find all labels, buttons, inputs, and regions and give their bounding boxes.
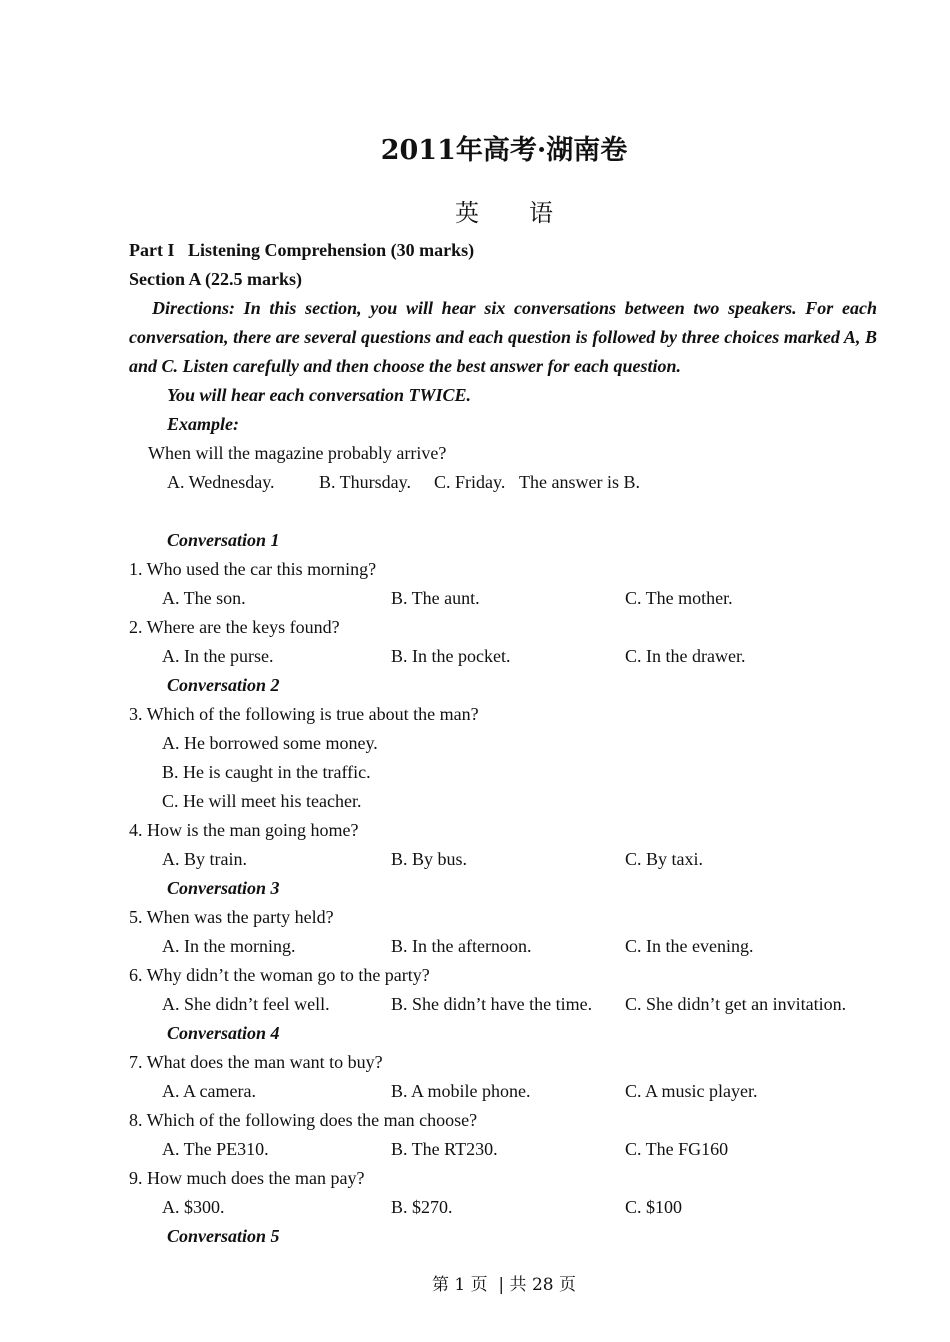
question-9: 9. How much does the man pay? (129, 1168, 365, 1188)
option-a: A. The PE310. (162, 1139, 269, 1159)
conversation-label: Conversation 3 (167, 878, 280, 898)
example-label: Example: (167, 414, 239, 434)
conversation-label: Conversation 2 (167, 675, 280, 695)
example-answer: The answer is B. (519, 472, 640, 492)
section-heading: Section A (22.5 marks) (129, 269, 302, 289)
options-2 (129, 642, 877, 671)
options-7 (129, 1077, 877, 1106)
option-b: B. He is caught in the traffic. (162, 762, 371, 782)
option-c: C. He will meet his teacher. (162, 791, 362, 811)
option-b: B. $270. (391, 1197, 453, 1217)
option-a: A. $300. (162, 1197, 225, 1217)
question-5: 5. When was the party held? (129, 907, 334, 927)
option-b: B. In the pocket. (391, 646, 511, 666)
question-8: 8. Which of the following does the man choose? (129, 1110, 478, 1130)
option-b: B. A mobile phone. (391, 1081, 531, 1101)
question-6: 6. Why didn’t the woman go to the party? (129, 965, 430, 985)
directions-text: Directions: In this section, you will hear six conversations between two speakers. For each conversation, there are several questions and each question is followed by three choices marked A, B and C. Listen carefully and then choose the best answer for each question. (129, 298, 877, 376)
option-c: C. She didn’t get an invitation. (625, 994, 847, 1014)
options-6 (129, 990, 877, 1019)
option-b: B. The RT230. (391, 1139, 498, 1159)
option-a: A. In the morning. (162, 936, 296, 956)
example-option-c: C. Friday. (434, 472, 506, 492)
question-4: 4. How is the man going home? (129, 820, 359, 840)
option-a: A. She didn’t feel well. (162, 994, 330, 1014)
example-question: When will the magazine probably arrive? (148, 443, 447, 463)
option-a: A. In the purse. (162, 646, 274, 666)
twice-note: You will hear each conversation TWICE. (167, 385, 472, 405)
example-options (129, 468, 877, 497)
example-option-b: B. Thursday. (319, 472, 411, 492)
question-7: 7. What does the man want to buy? (129, 1052, 383, 1072)
option-c: C. In the drawer. (625, 646, 746, 666)
options-8 (129, 1135, 877, 1164)
options-9 (129, 1193, 877, 1222)
exam-title: 2011年高考·湖南卷 (380, 135, 628, 166)
option-a: A. A camera. (162, 1081, 256, 1101)
conversation-label: Conversation 1 (167, 530, 280, 550)
part-heading: Part I Listening Comprehension (30 marks) (129, 240, 475, 260)
options-1 (129, 584, 877, 613)
option-b: B. She didn’t have the time. (391, 994, 593, 1014)
subject-heading: 英语 (455, 199, 603, 227)
option-c: C. The FG160 (625, 1139, 729, 1159)
options-5 (129, 932, 877, 961)
option-b: B. The aunt. (391, 588, 480, 608)
option-a: A. The son. (162, 588, 246, 608)
option-a: A. By train. (162, 849, 247, 869)
conversation-label: Conversation 5 (167, 1226, 280, 1246)
question-3: 3. Which of the following is true about the man? (129, 704, 479, 724)
question-2: 2. Where are the keys found? (129, 617, 340, 637)
spacer (129, 497, 877, 526)
option-b: B. By bus. (391, 849, 468, 869)
question-1: 1. Who used the car this morning? (129, 559, 377, 579)
option-c: C. By taxi. (625, 849, 704, 869)
option-c: C. The mother. (625, 588, 733, 608)
conversation-label: Conversation 4 (167, 1023, 280, 1043)
option-a: A. He borrowed some money. (162, 733, 378, 753)
option-b: B. In the afternoon. (391, 936, 532, 956)
page-footer: 第 1 页 | 共 28 页 (431, 1275, 576, 1295)
option-c: C. In the evening. (625, 936, 754, 956)
option-c: C. $100 (625, 1197, 683, 1217)
example-option-a: A. Wednesday. (167, 472, 275, 492)
options-4 (129, 845, 877, 874)
option-c: C. A music player. (625, 1081, 758, 1101)
exam-body (129, 236, 877, 1251)
